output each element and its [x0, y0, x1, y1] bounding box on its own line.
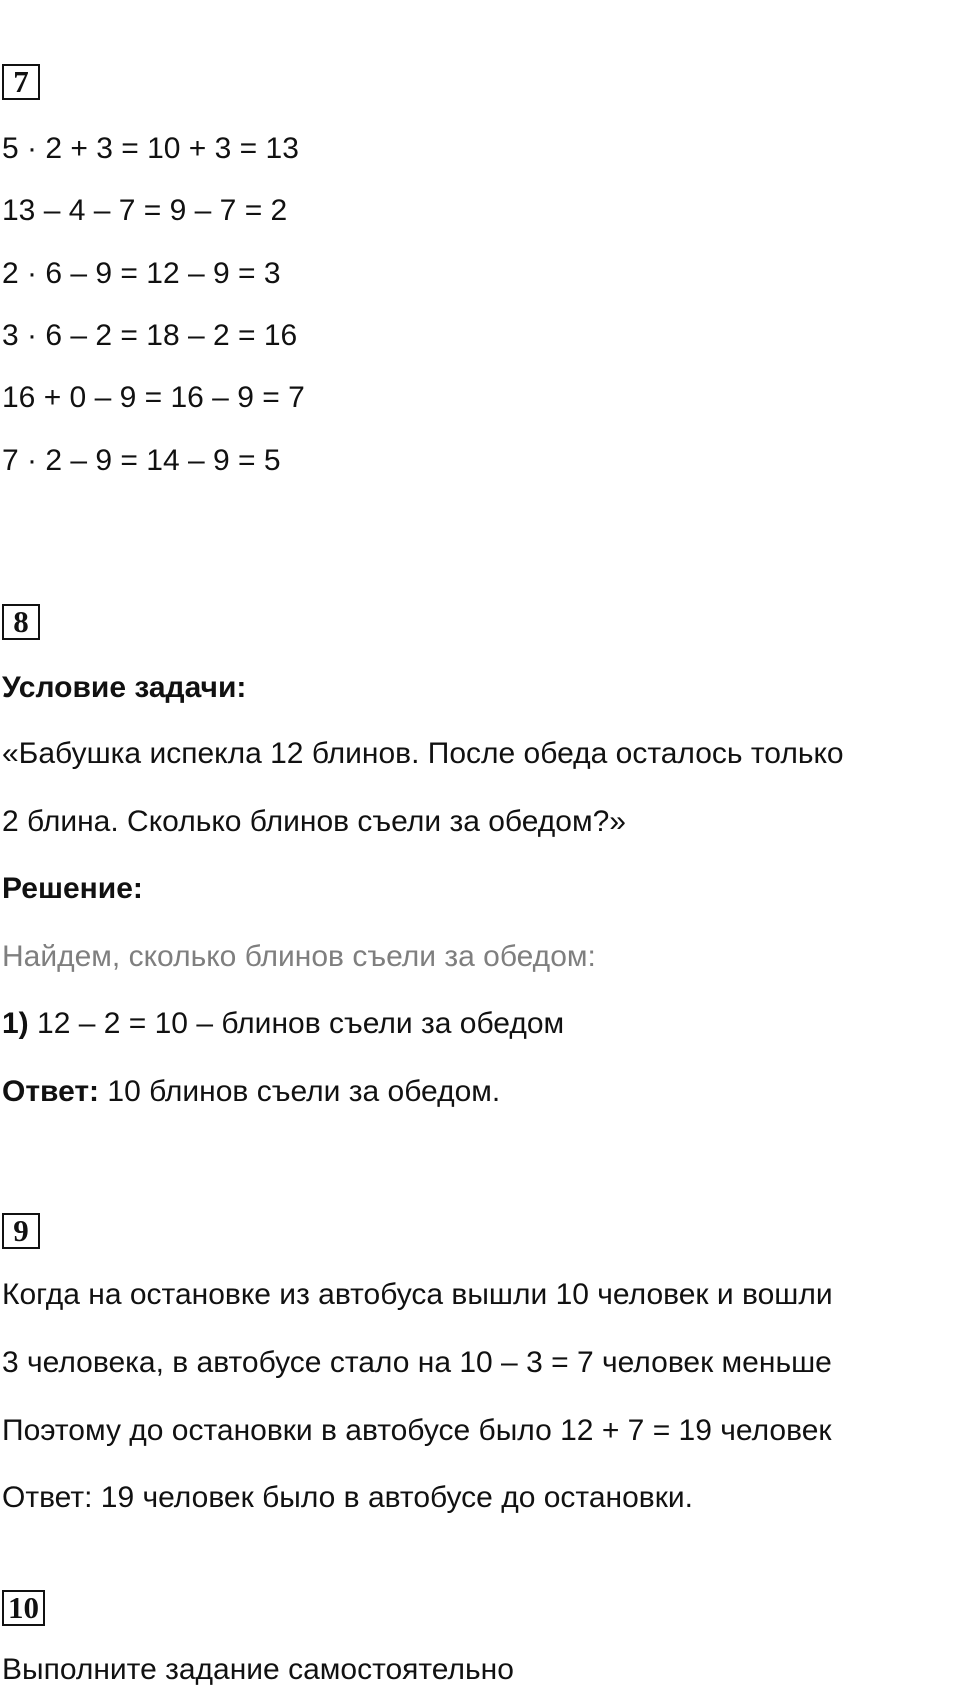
task8-hint: Найдем, сколько блинов съели за обедом:	[2, 940, 596, 973]
task-number-8: 8	[2, 604, 40, 640]
task8-answer-label: Ответ:	[2, 1075, 100, 1108]
task8-condition-line-1: «Бабушка испекла 12 блинов. После обеда осталось только	[2, 737, 844, 770]
task7-expression-4: 3 · 6 – 2 = 18 – 2 = 16	[2, 319, 298, 352]
task8-solution-heading: Решение:	[2, 872, 143, 905]
task7-expression-1: 5 · 2 + 3 = 10 + 3 = 13	[2, 132, 299, 165]
task-number-7: 7	[2, 64, 40, 100]
task7-expression-5: 16 + 0 – 9 = 16 – 9 = 7	[2, 381, 305, 414]
task8-answer-text: 10 блинов съели за обедом.	[99, 1075, 501, 1108]
task9-line-1: Когда на остановке из автобуса вышли 10 человек и вошли	[2, 1278, 833, 1311]
task10-text: Выполните задание самостоятельно	[2, 1653, 514, 1686]
task9-line-3: Поэтому до остановки в автобусе было 12 + 7 = 19 человек	[2, 1414, 832, 1447]
task8-step-label: 1)	[2, 1007, 29, 1040]
task8-condition-line-2: 2 блина. Сколько блинов съели за обедом?»	[2, 805, 626, 838]
task7-expression-2: 13 – 4 – 7 = 9 – 7 = 2	[2, 194, 288, 227]
task-number-10: 10	[2, 1590, 45, 1626]
task7-expression-3: 2 · 6 – 9 = 12 – 9 = 3	[2, 257, 281, 290]
task9-line-4: Ответ: 19 человек было в автобусе до остановки.	[2, 1481, 693, 1514]
task8-step-1	[2, 1004, 564, 1044]
task9-line-2: 3 человека, в автобусе стало на 10 – 3 = 7 человек меньше	[2, 1346, 832, 1379]
task8-condition-heading: Условие задачи:	[2, 671, 247, 704]
task8-step-text: 12 – 2 = 10 – блинов съели за обедом	[28, 1007, 565, 1040]
task8-answer	[2, 1072, 500, 1112]
task-number-9: 9	[2, 1213, 40, 1249]
task7-expression-6: 7 · 2 – 9 = 14 – 9 = 5	[2, 444, 281, 477]
